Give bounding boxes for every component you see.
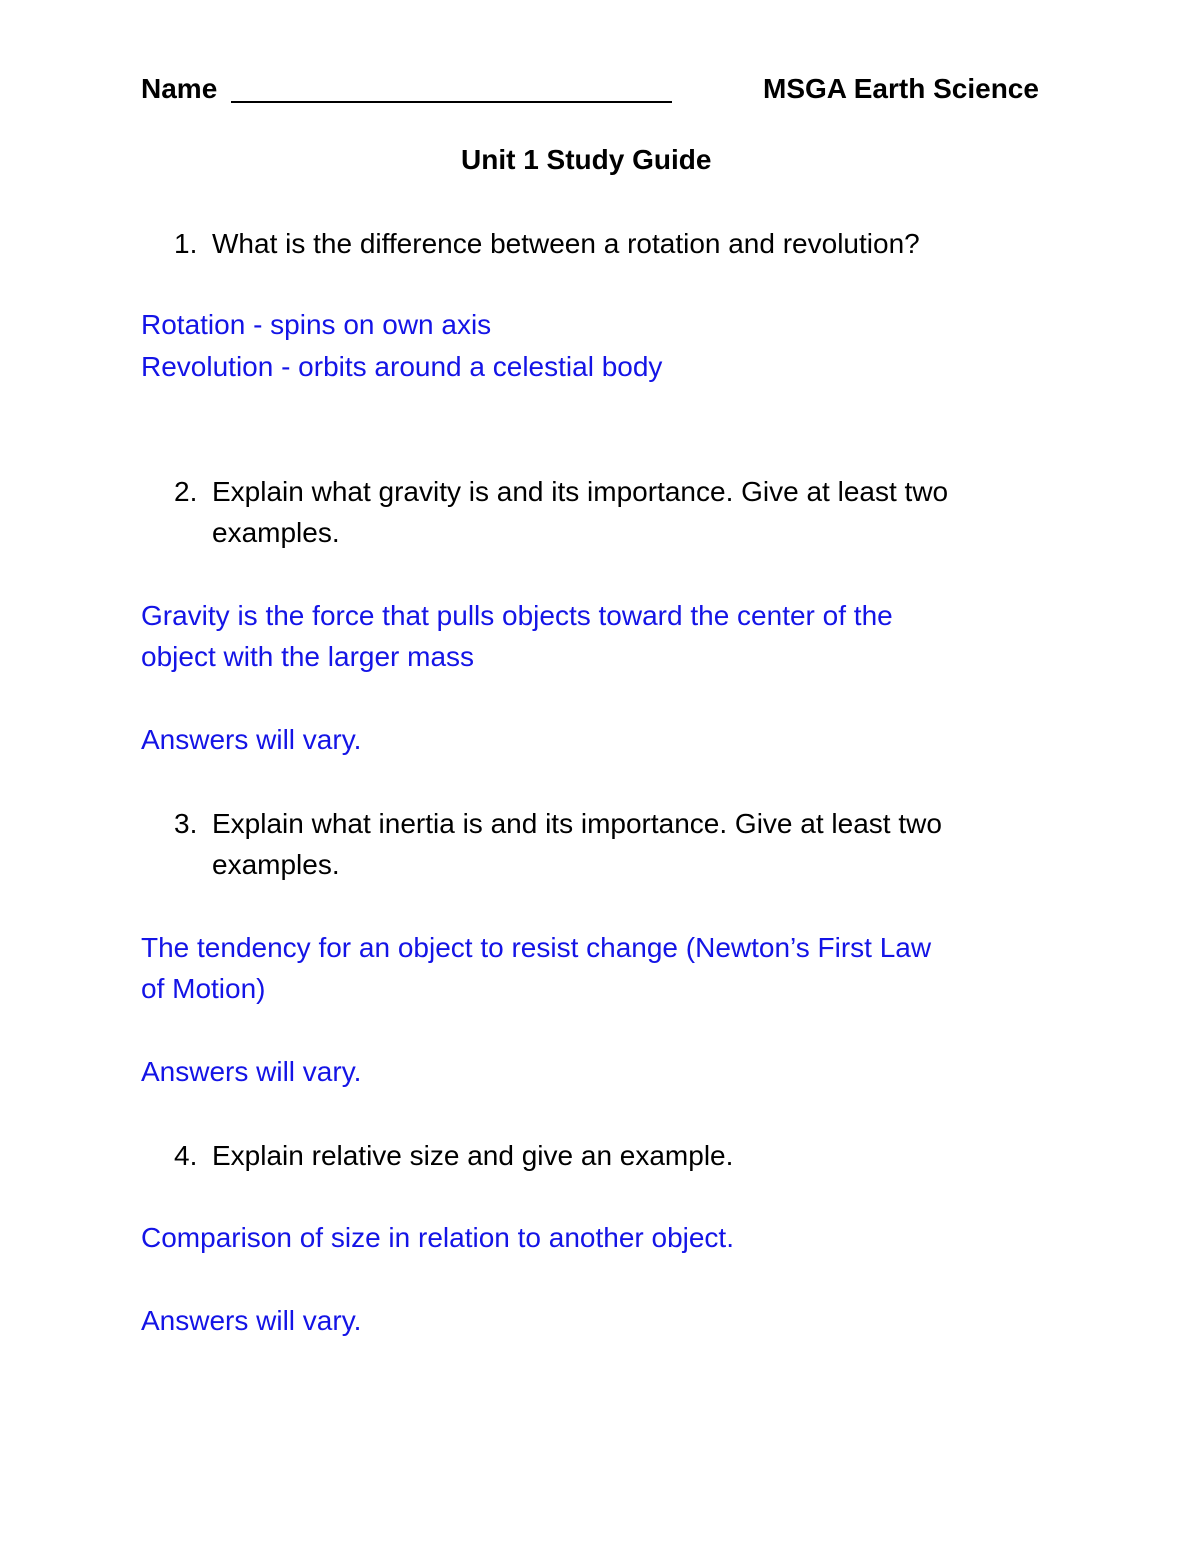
answer-3-line2: of Motion) <box>141 973 266 1004</box>
course-title: MSGA Earth Science <box>763 73 1039 104</box>
question-3-number: 3. <box>174 808 198 839</box>
question-4-text: Explain relative size and give an example. <box>212 1140 734 1171</box>
answer-2-note: Answers will vary. <box>141 724 362 755</box>
question-1-text: What is the difference between a rotation and revolution? <box>212 228 920 259</box>
answer-4-line1: Comparison of size in relation to another object. <box>141 1222 734 1253</box>
answer-4-note: Answers will vary. <box>141 1305 362 1336</box>
answer-1-rotation: Rotation - spins on own axis <box>141 309 492 340</box>
answer-1-revolution: Revolution - orbits around a celestial body <box>141 351 663 382</box>
question-4-number: 4. <box>174 1140 198 1171</box>
question-1-number: 1. <box>174 228 198 259</box>
question-2-number: 2. <box>174 476 198 507</box>
answer-3-line1: The tendency for an object to resist change (Newton’s First Law <box>141 932 932 963</box>
answer-3-note: Answers will vary. <box>141 1056 362 1087</box>
question-2-text-line1: Explain what gravity is and its importance. Give at least two <box>212 476 949 507</box>
question-2-text-line2: examples. <box>212 517 340 548</box>
name-blank-line <box>231 101 672 103</box>
page-title: Unit 1 Study Guide <box>461 144 712 175</box>
question-3-text-line1: Explain what inertia is and its importance. Give at least two <box>212 808 942 839</box>
question-3-text-line2: examples. <box>212 849 340 880</box>
name-label: Name <box>141 73 218 104</box>
answer-2-line1: Gravity is the force that pulls objects toward the center of the <box>141 600 893 631</box>
answer-2-line2: object with the larger mass <box>141 641 475 672</box>
